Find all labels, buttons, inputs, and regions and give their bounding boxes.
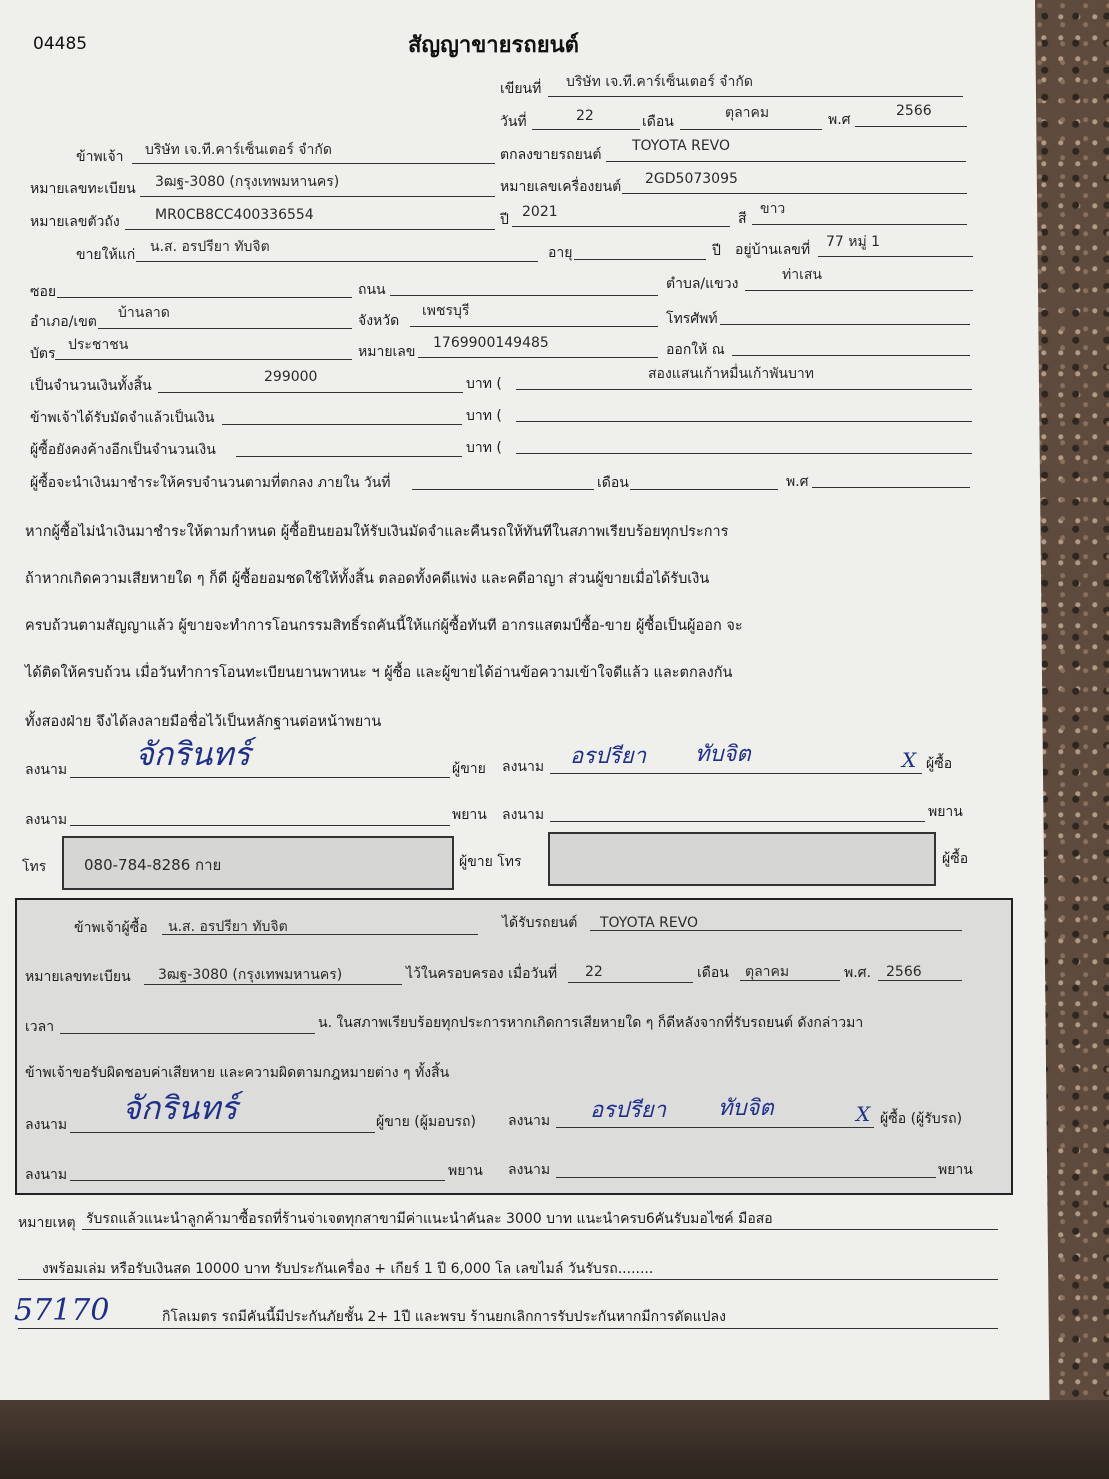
receipt-witness1-label: ลงนาม: [25, 1167, 68, 1183]
receipt-buyer-label: ข้าพเจ้าผู้ซื้อ: [74, 920, 148, 936]
card-no-value: 1769900149485: [433, 335, 549, 351]
reg-line: [140, 196, 495, 197]
witness1-line: [70, 825, 450, 826]
subdistrict-line: [745, 290, 973, 291]
card-line: [55, 359, 352, 360]
receipt-buyer-role: ผู้ซื้อ (ผู้รับรถ): [880, 1111, 963, 1127]
buyer-signature-last: ทับจิต: [695, 742, 751, 767]
seller-signature: จักรินทร์: [135, 735, 251, 773]
receipt-witness1-line: [70, 1180, 445, 1181]
receipt-buyer-line: [556, 1127, 874, 1128]
seller-sign-line: [70, 777, 450, 778]
remarks-label: หมายเหตุ: [18, 1215, 76, 1231]
remarks-line-1: รับรถแล้วแนะนำลูกค้ามาซื้อรถที่ร้านจ่าเจตทุกสาขามีค่าแนะนำคันละ 3000 บาท แนะนำครบ6คันรับมอไซค์ มือสอ: [86, 1211, 773, 1227]
age-years-label: ปี: [712, 243, 721, 259]
page-title: สัญญาขายรถยนต์: [408, 33, 579, 58]
buyer-mark: X: [902, 748, 917, 772]
due-day-line: [412, 489, 594, 490]
receipt-witness2-line: [556, 1177, 936, 1178]
date-value: 22: [576, 108, 594, 124]
buyer-phone-role: ผู้ซื้อ: [942, 851, 969, 867]
written-at-label: เขียนที่: [500, 81, 542, 97]
received-label: ได้รับรถยนต์: [502, 915, 578, 931]
road-line: [390, 295, 658, 296]
issued-line: [732, 355, 970, 356]
possess-month-line: [740, 980, 840, 981]
deposit-words-line: [516, 421, 972, 422]
document-number: 04485: [33, 34, 88, 54]
receipt-seller-sign-label: ลงนาม: [25, 1117, 68, 1133]
receipt-buyer-value: น.ส. อรปรียา ทับจิต: [168, 919, 288, 935]
terms-line-4: ได้ติดให้ครบถ้วน เมื่อวันทำการโอนทะเบียนยานพาหนะ ฯ ผู้ซื้อ และผู้ขายได้อ่านข้อความเข้าใจดีแล้ว และตกลงกัน: [25, 665, 733, 681]
month-line: [680, 129, 822, 130]
seller-value: บริษัท เจ.ที.คาร์เซ็นเตอร์ จำกัด: [145, 142, 332, 158]
receipt-buyer-mark: X: [856, 1102, 871, 1126]
receipt-box: [15, 898, 1013, 1195]
district-label: อำเภอ/เขต: [30, 314, 97, 330]
seller-label: ข้าพเจ้า: [76, 149, 124, 165]
subdistrict-label: ตำบล/แขวง: [666, 276, 739, 292]
chassis-line: [125, 229, 495, 230]
seller-phone-value: 080-784-8286 กาย: [84, 856, 222, 874]
color-line: [752, 224, 967, 225]
buyer-sign-line: [550, 773, 922, 774]
possess-label: ไว้ในครอบครอง เมื่อวันที่: [406, 966, 558, 982]
due-month-line: [630, 489, 778, 490]
color-label: สี: [738, 211, 747, 227]
seller-sign-label: ลงนาม: [25, 762, 68, 778]
engine-label: หมายเลขเครื่องยนต์: [500, 179, 622, 195]
possess-year-label: พ.ศ.: [844, 965, 872, 981]
witness2-line: [550, 821, 925, 822]
possess-month-label: เดือน: [697, 965, 729, 981]
vehicle-year-value: 2021: [522, 204, 558, 220]
bottom-shadow: [0, 1400, 1109, 1479]
terms-line-5: ทั้งสองฝ่าย จึงได้ลงลายมือชื่อไว้เป็นหลักฐานต่อหน้าพยาน: [25, 714, 382, 730]
issued-label: ออกให้ ณ: [666, 342, 725, 358]
receipt-buyer-sign-label: ลงนาม: [508, 1113, 551, 1129]
engine-line: [622, 193, 967, 194]
time-line: [60, 1033, 315, 1034]
age-line: [574, 259, 706, 260]
written-at-line: [548, 96, 963, 97]
buyer-sig-role: ผู้ซื้อ: [926, 756, 953, 772]
soi-label: ซอย: [30, 284, 57, 300]
total-baht-label: บาท (: [466, 376, 502, 392]
card-no-label: หมายเลข: [358, 344, 416, 360]
receipt-witness2-role: พยาน: [938, 1162, 973, 1178]
total-value: 299000: [264, 369, 318, 385]
receipt-witness2-label: ลงนาม: [508, 1162, 551, 1178]
address-value: 77 หมู่ 1: [826, 234, 881, 250]
card-no-line: [418, 357, 658, 358]
chassis-label: หมายเลขตัวถัง: [30, 214, 120, 230]
month-label: เดือน: [642, 114, 674, 130]
buyer-name-value: น.ส. อรปรียา ทับจิต: [150, 239, 270, 255]
reg-label: หมายเลขทะเบียน: [30, 181, 136, 197]
phone-label: โทรศัพท์: [666, 311, 718, 327]
terms-line-2: ถ้าหากเกิดความเสียหายใด ๆ ก็ดี ผู้ซื้อยอมชดใช้ให้ทั้งสิ้น ตลอดทั้งคดีแพ่ง และคดีอาญา ส่วนผู้ขายเมื่อได้รับเงิน: [25, 571, 710, 587]
remarks-line-2-rule: [18, 1279, 998, 1280]
address-line: [818, 256, 973, 257]
sell-to-label: ขายให้แก่: [76, 247, 136, 263]
due-month-label: เดือน: [597, 475, 629, 491]
remaining-line: [236, 456, 462, 457]
district-value: บ้านลาด: [118, 305, 170, 321]
total-words-line: [516, 389, 972, 390]
remarks-line-3-rule: [18, 1328, 998, 1329]
receipt-seller-signature: จักรินทร์: [122, 1089, 238, 1127]
year-label: พ.ศ: [828, 112, 851, 128]
witness2-role: พยาน: [928, 804, 963, 820]
color-value: ขาว: [760, 201, 786, 217]
vehicle-year-label: ปี: [500, 212, 509, 228]
engine-value: 2GD5073095: [645, 171, 738, 187]
remarks-line-1-rule: [82, 1229, 998, 1230]
year-line: [855, 126, 967, 127]
due-label: ผู้ซื้อจะนำเงินมาชำระให้ครบจำนวนตามที่ตกลง ภายใน วันที่: [30, 475, 391, 491]
witness1-sign-label: ลงนาม: [25, 812, 68, 828]
subdistrict-value: ท่าเสน: [782, 267, 822, 283]
province-label: จังหวัด: [358, 313, 400, 329]
liability-text: ข้าพเจ้าขอรับผิดชอบค่าเสียหาย และความผิดตามกฎหมายต่าง ๆ ทั้งสิ้น: [25, 1065, 450, 1081]
address-label: อยู่บ้านเลขที่: [735, 242, 811, 258]
province-line: [410, 326, 658, 327]
year-value: 2566: [896, 103, 932, 119]
witness2-sign-label: ลงนาม: [502, 807, 545, 823]
road-label: ถนน: [358, 282, 386, 298]
witness1-role: พยาน: [452, 807, 487, 823]
possess-date-value: 22: [585, 964, 603, 980]
possess-year-line: [878, 980, 962, 981]
reg-value: 3ฒฐ-3080 (กรุงเทพมหานคร): [155, 174, 340, 190]
possess-month-value: ตุลาคม: [745, 964, 790, 980]
vehicle-year-line: [512, 226, 730, 227]
seller-phone-label: ผู้ขาย โทร: [459, 854, 522, 870]
remaining-label: ผู้ซื้อยังคงค้างอีกเป็นจำนวนเงิน: [30, 442, 216, 458]
terms-line-1: หากผู้ซื้อไม่นำเงินมาชำระให้ตามกำหนด ผู้ซื้อยินยอมให้รับเงินมัดจำและคืนรถให้ทันทีในสภาพเรียบร้อยทุกประการ: [25, 524, 729, 540]
terms-line-3: ครบถ้วนตามสัญญาแล้ว ผู้ขายจะทำการโอนกรรมสิทธิ์รถคันนี้ให้แก่ผู้ซื้อทันที อากรแสตมป์ซื้อ-ขาย ผู้ซื้อเป็นผู้ออก จะ: [25, 618, 743, 634]
seller-sig-role: ผู้ขาย: [452, 761, 486, 777]
total-words-value: สองแสนเก้าหมื่นเก้าพันบาท: [648, 366, 814, 382]
agree-label: ตกลงขายรถยนต์: [500, 147, 602, 163]
receipt-buyer-signature-last: ทับจิต: [718, 1096, 774, 1121]
car-model-value: TOYOTA REVO: [632, 138, 731, 154]
due-year-label: พ.ศ: [786, 474, 809, 490]
remarks-line-2: งพร้อมเล่ม หรือรับเงินสด 10000 บาท รับประกันเครื่อง + เกียร์ 1 ปี 6,000 โล เลขไมล์ วันรับรถ........: [42, 1261, 654, 1277]
possess-year-value: 2566: [886, 964, 922, 980]
seller-line: [132, 163, 495, 164]
receipt-witness1-role: พยาน: [448, 1163, 483, 1179]
time-label: เวลา: [25, 1019, 55, 1035]
receipt-seller-role: ผู้ขาย (ผู้มอบรถ): [376, 1114, 476, 1130]
written-at-value: บริษัท เจ.ที.คาร์เซ็นเตอร์ จำกัด: [566, 74, 753, 90]
condition-text: น. ในสภาพเรียบร้อยทุกประการหากเกิดการเสียหายใด ๆ ก็ดีหลังจากที่รับรถยนต์ ดังกล่าวมา: [318, 1015, 864, 1031]
receipt-buyer-signature-first: อรปรียา: [590, 1098, 667, 1123]
buyer-signature-first: อรปรียา: [570, 744, 647, 769]
card-label: บัตร: [30, 346, 56, 362]
remarks-line-3: กิโลเมตร รถมีคันนี้มีประกันภัยชั้น 2+ 1ปี และพรบ ร้านยกเลิกการรับประกันหากมีการดัดแปลง: [162, 1309, 726, 1325]
month-value: ตุลาคม: [725, 105, 770, 121]
receipt-reg-line: [144, 984, 402, 985]
buyer-sign-label: ลงนาม: [502, 759, 545, 775]
province-value: เพชรบุรี: [422, 303, 470, 319]
card-value: ประชาชน: [68, 337, 129, 353]
chassis-value: MR0CB8CC400336554: [155, 207, 314, 223]
deposit-baht-label: บาท (: [466, 408, 502, 424]
district-line: [98, 328, 352, 329]
date-line: [532, 129, 640, 130]
due-year-line: [812, 487, 970, 488]
remaining-baht-label: บาท (: [466, 440, 502, 456]
date-label: วันที่: [500, 114, 527, 130]
agree-line: [606, 161, 966, 162]
deposit-label: ข้าพเจ้าได้รับมัดจำแล้วเป็นเงิน: [30, 410, 215, 426]
phone-label-left: โทร: [22, 859, 47, 875]
remaining-words-line: [516, 453, 972, 454]
buyer-phone-box: [548, 832, 936, 886]
age-label: อายุ: [548, 245, 573, 261]
receipt-reg-value: 3ฒฐ-3080 (กรุงเทพมหานคร): [158, 967, 343, 983]
receipt-reg-label: หมายเลขทะเบียน: [25, 969, 131, 985]
received-value: TOYOTA REVO: [600, 915, 699, 931]
sell-to-line: [136, 261, 538, 262]
deposit-line: [222, 424, 462, 425]
total-label: เป็นจำนวนเงินทั้งสิ้น: [30, 378, 152, 394]
receipt-seller-line: [70, 1132, 375, 1133]
buyer-phone-line: [720, 324, 970, 325]
total-line: [158, 392, 463, 393]
mileage-handwritten: 57170: [14, 1293, 110, 1328]
soi-line: [57, 297, 352, 298]
possess-date-line: [568, 982, 693, 983]
